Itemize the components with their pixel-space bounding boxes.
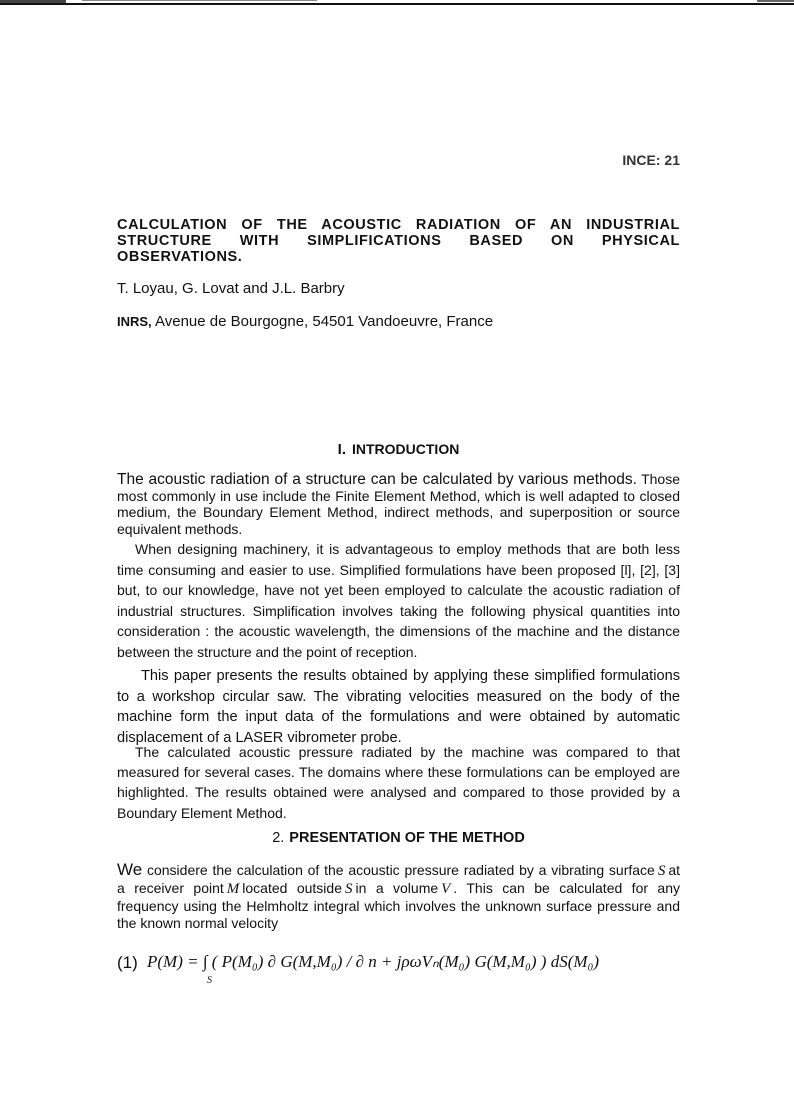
paragraph-text: considere the calculation of the acoustic pressure radiated by a vibrating surface: [146, 862, 655, 878]
section-heading-method: [117, 830, 680, 846]
symbol-s: S: [657, 863, 666, 879]
intro-paragraph-4: The calculated acoustic pressure radiated by the machine was compared to that measured for several cases. The domains where these formulations can be employed are highlighted. The results obtained were analysed and compared to those provided by a Boundary Element Method.: [117, 744, 680, 821]
symbol-m: M: [226, 881, 240, 897]
paragraph-text: at a receiver point: [117, 862, 680, 896]
paragraph-text: located outside: [242, 880, 342, 896]
equation-helmholtz: [117, 950, 717, 990]
equation-number: (1): [117, 953, 138, 972]
section-heading-introduction: [117, 441, 680, 458]
integral-subscript: S: [207, 975, 212, 986]
section-number: 2.: [272, 830, 285, 846]
intro-paragraph-2: When designing machinery, it is advantageous to employ methods that are both less time consuming and easier to use. Simplified formulations have been proposed [l], [2], [3] but, to our knowledge, have not yet been employed to calculate the acoustic radiation of industrial structures. Simplification involves taking the following physical quantities into consideration : the acoustic wavelength, the dimensions of the machine and the distance between the structure and the point of reception.: [117, 541, 680, 660]
authors: T. Loyau, G. Lovat and J.L. Barbry: [117, 280, 345, 297]
paragraph-text: Those most commonly in use include the Finite Element Method, which is well adapted to closed medium, the Boundary Element Method, indirect methods, and superposition or source equivalent methods.: [117, 471, 680, 537]
paragraph-text: . This can be calculated for any frequency using the Helmholtz integral which involves the unknown surface pressure and the known normal velocity: [117, 880, 681, 931]
method-paragraph-1: [117, 861, 680, 932]
reference-code: INCE: 21: [622, 152, 680, 168]
paragraph-lead: The acoustic radiation of a structure can be calculated by various methods.: [117, 471, 637, 488]
affiliation-address: Avenue de Bourgogne, 54501 Vandoeuvre, France: [155, 313, 494, 330]
header-rule-right: [757, 0, 794, 2]
intro-paragraph-1: [117, 471, 680, 537]
symbol-s: S: [345, 881, 353, 897]
paragraph-lead: We: [117, 860, 143, 879]
section-number: I.: [337, 441, 346, 458]
paragraph-text: in a volume: [355, 880, 439, 896]
header-rule-middle: [82, 0, 317, 1]
section-title: INTRODUCTION: [352, 441, 460, 457]
paper-title: CALCULATION OF THE ACOUSTIC RADIATION OF AN INDUSTRIAL STRUCTURE WITH SIMPLIFICATIONS BASED ON PHYSICAL OBSERVATIONS.: [117, 217, 680, 265]
symbol-v: V: [441, 881, 451, 897]
header-rule: [0, 3, 794, 5]
equation-expression: P(M) = ∫ ( P(M₀) ∂ G(M,M₀) / ∂ n + jρωVₙ(M₀) G(M,M₀) ) dS(M₀): [147, 952, 600, 971]
intro-paragraph-3: This paper presents the results obtained by applying these simplified formulations to a workshop circular saw. The vibrating velocities measured on the body of the machine form the input data of the formulations and were obtained by automatic displacement of a LASER vibrometer probe.: [117, 668, 680, 746]
affiliation: [117, 313, 493, 330]
affiliation-org: INRS,: [117, 314, 152, 329]
section-title: PRESENTATION OF THE METHOD: [289, 830, 525, 846]
